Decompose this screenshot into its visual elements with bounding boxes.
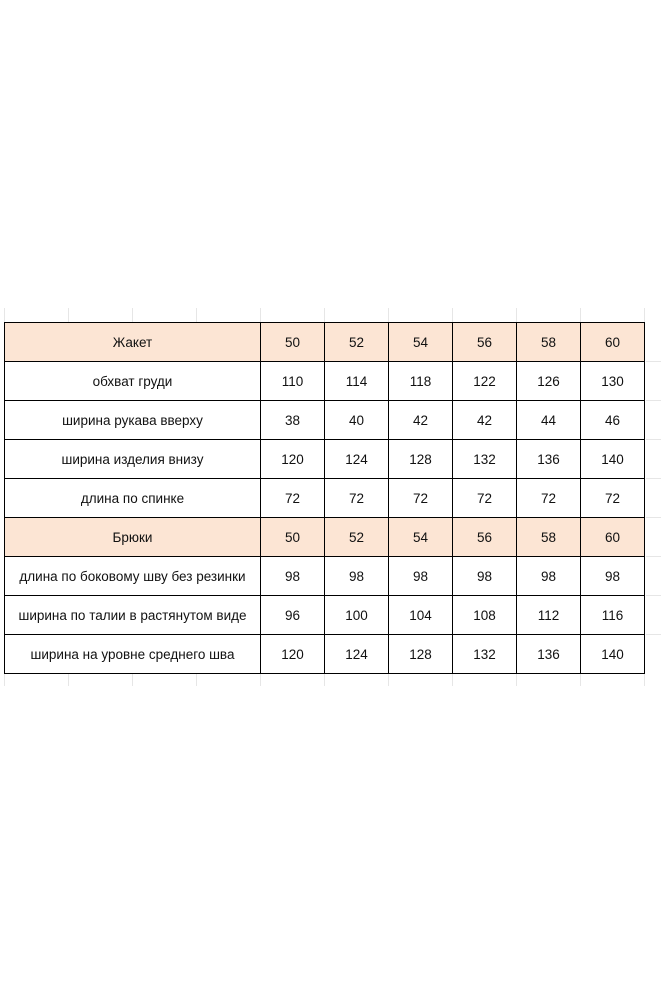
- measurement-label: ширина по талии в растянутом виде: [5, 596, 261, 635]
- measurement-value: 122: [453, 362, 517, 401]
- size-cell: 60: [581, 323, 645, 362]
- measurement-label: длина по боковому шву без резинки: [5, 557, 261, 596]
- size-chart-table: [4, 322, 645, 674]
- measurement-value: 72: [389, 479, 453, 518]
- table-row: [5, 440, 645, 479]
- measurement-value: 98: [389, 557, 453, 596]
- measurement-value: 38: [261, 401, 325, 440]
- measurement-value: 42: [389, 401, 453, 440]
- measurement-value: 100: [325, 596, 389, 635]
- measurement-label: длина по спинке: [5, 479, 261, 518]
- measurement-value: 140: [581, 635, 645, 674]
- measurement-value: 140: [581, 440, 645, 479]
- measurement-value: 104: [389, 596, 453, 635]
- measurement-value: 44: [517, 401, 581, 440]
- table-row: [5, 635, 645, 674]
- measurement-value: 72: [581, 479, 645, 518]
- measurement-value: 120: [261, 635, 325, 674]
- table-row: [5, 362, 645, 401]
- measurement-value: 42: [453, 401, 517, 440]
- measurement-value: 128: [389, 635, 453, 674]
- measurement-value: 72: [517, 479, 581, 518]
- size-cell: 52: [325, 323, 389, 362]
- size-cell: 54: [389, 323, 453, 362]
- measurement-value: 130: [581, 362, 645, 401]
- measurement-value: 72: [453, 479, 517, 518]
- measurement-value: 124: [325, 440, 389, 479]
- measurement-value: 124: [325, 635, 389, 674]
- size-cell: 58: [517, 518, 581, 557]
- measurement-value: 98: [581, 557, 645, 596]
- size-cell: 52: [325, 518, 389, 557]
- size-cell: 50: [261, 323, 325, 362]
- section-label: Жакет: [5, 323, 261, 362]
- measurement-value: 46: [581, 401, 645, 440]
- measurement-value: 72: [261, 479, 325, 518]
- size-cell: 56: [453, 323, 517, 362]
- measurement-value: 98: [325, 557, 389, 596]
- measurement-value: 136: [517, 635, 581, 674]
- measurement-value: 96: [261, 596, 325, 635]
- size-cell: 56: [453, 518, 517, 557]
- measurement-label: ширина изделия внизу: [5, 440, 261, 479]
- measurement-value: 132: [453, 440, 517, 479]
- measurement-value: 98: [517, 557, 581, 596]
- measurement-value: 116: [581, 596, 645, 635]
- table-row: [5, 596, 645, 635]
- measurement-value: 72: [325, 479, 389, 518]
- measurement-label: обхват груди: [5, 362, 261, 401]
- measurement-value: 132: [453, 635, 517, 674]
- size-cell: 50: [261, 518, 325, 557]
- measurement-value: 110: [261, 362, 325, 401]
- measurement-label: ширина на уровне среднего шва: [5, 635, 261, 674]
- section-row-trousers: [5, 518, 645, 557]
- measurement-value: 120: [261, 440, 325, 479]
- section-row-jacket: [5, 323, 645, 362]
- table-row: [5, 557, 645, 596]
- measurement-value: 98: [453, 557, 517, 596]
- size-cell: 58: [517, 323, 581, 362]
- table-row: [5, 401, 645, 440]
- measurement-value: 118: [389, 362, 453, 401]
- measurement-value: 126: [517, 362, 581, 401]
- measurement-value: 112: [517, 596, 581, 635]
- size-cell: 60: [581, 518, 645, 557]
- measurement-value: 40: [325, 401, 389, 440]
- measurement-value: 128: [389, 440, 453, 479]
- measurement-value: 136: [517, 440, 581, 479]
- measurement-value: 98: [261, 557, 325, 596]
- size-cell: 54: [389, 518, 453, 557]
- section-label: Брюки: [5, 518, 261, 557]
- measurement-value: 108: [453, 596, 517, 635]
- measurement-value: 114: [325, 362, 389, 401]
- table-row: [5, 479, 645, 518]
- measurement-label: ширина рукава вверху: [5, 401, 261, 440]
